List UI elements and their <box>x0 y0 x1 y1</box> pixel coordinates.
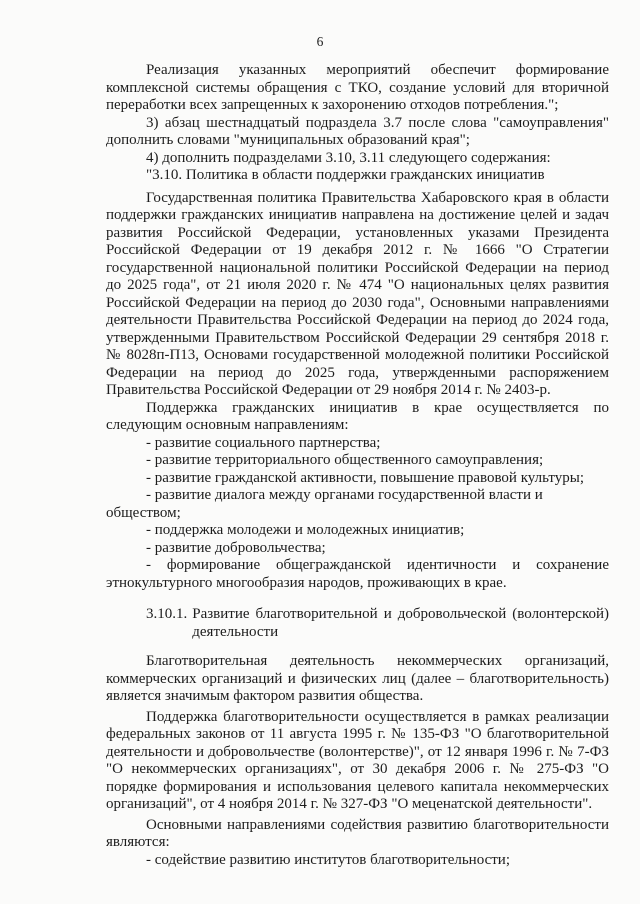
paragraph: Поддержка благотворительности осуществляется в рамках реализации федеральных законов от 11 августа 1995 г. № 135-ФЗ "О благотворительной деятельности и добровольчестве (волонтерстве)", от 12 января 1996 г. № 7-ФЗ "О некоммерческих организациях", от 30 декабря 2006 г. № 275-ФЗ "О порядке формирования и использования целевого капитала некоммерческих организаций", от 4 ноября 2014 г. № 327-ФЗ "О меценатской деятельности". <box>106 708 609 812</box>
page-number: 6 <box>316 34 324 49</box>
subsection-title: Развитие благотворительной и добровольческой (волонтерской) деятельности <box>192 606 609 640</box>
paragraph: Поддержка гражданских инициатив в крае осуществляется по следующим основным направлениям: <box>106 399 609 433</box>
list-item: - формирование общегражданской идентичности и сохранение этнокультурного многообразия народов, проживающих в крае. <box>106 557 609 591</box>
list-item: - развитие добровольчества; <box>146 539 326 556</box>
list-item: - развитие территориального общественного самоуправления; <box>146 452 544 468</box>
list-item: - содействие развитию институтов благотворительности; <box>146 851 510 868</box>
section-title: "3.10. Политика в области поддержки гражданских инициатив <box>146 167 545 183</box>
subsection-number: 3.10.1. <box>146 606 188 622</box>
paragraph: Благотворительная деятельность некоммерческих организаций, коммерческих организаций и физических лиц (далее – благотворительность) является значимым фактором развития общества. <box>106 653 609 704</box>
subsection-heading <box>146 606 609 641</box>
list-item: - поддержка молодежи и молодежных инициатив; <box>146 522 465 538</box>
paragraph: 4) дополнить подразделами 3.10, 3.11 следующего содержания: <box>146 149 551 166</box>
paragraph: 3) абзац шестнадцатый подраздела 3.7 после слова "самоуправления" дополнить словами "муниципальных образований края"; <box>106 114 609 148</box>
paragraph: Основными направлениями содействия развитию благотворительности являются: <box>106 816 609 850</box>
paragraph: Реализация указанных мероприятий обеспечит формирование комплексной системы обращения с ТКО, создание условий для вторичной переработки всех запрещенных к захоронению отходов потребления."; <box>106 62 609 113</box>
paragraph: Государственная политика Правительства Хабаровского края в области поддержки гражданских инициатив направлена на достижение целей и задач развития Российской Федерации, установленных указами Президента Российской Федерации от 19 декабря 2012 г. № 1666 "О Стратегии государственной национальной политики Российской Федерации на период до 2025 года", от 21 июля 2020 г. № 474 "О национальных целях развития Российской Федерации на период до 2030 года", Основными направлениями деятельности Правительства Российской Федерации на период до 2024 года, утвержденными Правительством Российской Федерации 29 сентября 2018 г. № 8028п-П13, Основами государственной молодежной политики Российской Федерации на период до 2025 года, утвержденными распоряжением Правительства Российской Федерации от 29 ноября 2014 г. № 2403-р. <box>106 189 609 398</box>
document-body <box>106 62 609 869</box>
list-item: - развитие гражданской активности, повышение правовой культуры; <box>146 469 584 486</box>
list-item: - развитие социального партнерства; <box>146 434 381 451</box>
list-item: - развитие диалога между органами государственной власти и обществом; <box>106 487 543 521</box>
